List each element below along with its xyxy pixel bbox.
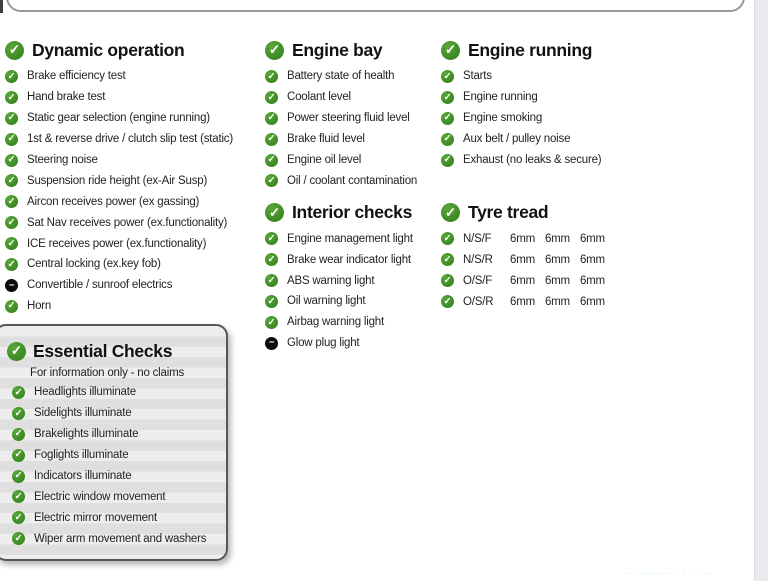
section-header <box>441 198 681 226</box>
check-item-label: Convertible / sunroof electrics <box>27 279 173 292</box>
tread-value: 6mm <box>544 295 570 308</box>
essential-checks-header <box>7 338 226 364</box>
check-icon: ✓ <box>5 133 18 146</box>
check-icon: ✓ <box>441 232 454 245</box>
check-icon: ✓ <box>441 154 454 167</box>
check-icon: ✓ <box>265 133 278 146</box>
check-item <box>5 170 261 191</box>
tread-values <box>510 233 605 245</box>
check-icon: ✓ <box>12 407 25 420</box>
check-item <box>0 424 226 445</box>
check-icon: ✓ <box>265 316 278 329</box>
check-icon: ✓ <box>265 253 278 266</box>
check-item <box>0 486 226 507</box>
check-item <box>265 312 441 333</box>
check-item <box>0 507 226 528</box>
left-edge-mark <box>0 0 3 13</box>
check-item <box>441 87 681 108</box>
check-icon: ✓ <box>441 112 454 125</box>
check-item <box>0 403 226 424</box>
tread-values <box>510 296 605 308</box>
check-icon: ✓ <box>5 195 18 208</box>
tread-value: 6mm <box>544 253 570 266</box>
check-item-label: Central locking (ex.key fob) <box>27 258 161 271</box>
section-items <box>441 228 681 312</box>
check-icon: ✓ <box>12 449 25 462</box>
check-item <box>5 254 261 275</box>
check-item-label: Battery state of health <box>287 70 395 83</box>
check-item-label: Indicators illuminate <box>34 470 132 482</box>
check-icon: ✓ <box>5 300 18 313</box>
check-item <box>5 87 261 108</box>
check-item <box>265 249 441 270</box>
section-header <box>441 36 681 64</box>
check-item-label: Airbag warning light <box>287 316 385 329</box>
tread-value: 6mm <box>579 295 605 308</box>
check-item <box>0 382 226 403</box>
check-icon: ✓ <box>5 41 24 60</box>
tread-value: 6mm <box>510 274 535 287</box>
check-item-label: Brakelights illuminate <box>34 428 139 441</box>
check-item-label: Hand brake test <box>27 91 106 104</box>
tread-value: 6mm <box>544 232 570 245</box>
check-item <box>441 150 681 171</box>
check-item <box>5 275 261 296</box>
essential-checks-panel <box>0 324 228 561</box>
check-icon: ✓ <box>12 428 25 441</box>
illegible-watermark: ··· ········· · ·· ·· <box>623 568 713 578</box>
check-icon: ✓ <box>5 70 18 83</box>
check-icon: ✓ <box>5 258 18 271</box>
check-item-label: Exhaust (no leaks & secure) <box>463 154 602 166</box>
check-item <box>265 150 441 171</box>
check-item <box>441 249 681 270</box>
check-item <box>441 291 681 312</box>
check-item-label: Aircon receives power (ex gassing) <box>27 195 200 208</box>
check-icon: ✓ <box>265 154 278 167</box>
tread-value: 6mm <box>579 253 605 266</box>
check-item-label: Suspension ride height (ex-Air Susp) <box>27 174 208 187</box>
check-icon: ✓ <box>7 342 26 361</box>
check-item-label: N/S/F <box>463 232 492 245</box>
check-icon: ✓ <box>12 386 25 399</box>
minus-icon: − <box>5 279 18 292</box>
check-icon: ✓ <box>265 41 284 60</box>
check-item <box>0 466 226 487</box>
check-icon: ✓ <box>5 237 18 250</box>
check-icon: ✓ <box>5 216 18 229</box>
check-item-label: Aux belt / pulley noise <box>463 133 571 146</box>
check-icon: ✓ <box>265 91 278 104</box>
checklist-column <box>5 36 261 317</box>
check-icon: ✓ <box>441 274 454 287</box>
check-item <box>0 445 226 466</box>
check-icon: ✓ <box>265 274 278 287</box>
check-icon: ✓ <box>265 232 278 245</box>
section-title: Interior checks <box>292 201 412 222</box>
check-item <box>265 129 441 150</box>
check-item-label: Power steering fluid level <box>287 112 410 125</box>
check-item <box>441 129 681 150</box>
check-icon: ✓ <box>5 112 18 125</box>
check-icon: ✓ <box>12 511 25 524</box>
check-item-label: Engine oil level <box>287 154 362 166</box>
tread-value: 6mm <box>510 295 535 308</box>
check-item <box>5 191 261 212</box>
check-item <box>265 270 441 291</box>
check-item <box>5 150 261 171</box>
check-item-label: Static gear selection (engine running) <box>27 112 210 125</box>
check-item-label: Brake wear indicator light <box>287 253 411 266</box>
check-icon: ✓ <box>5 154 18 167</box>
check-item-label: Foglights illuminate <box>34 449 129 462</box>
check-icon: ✓ <box>265 174 278 187</box>
section-title: Dynamic operation <box>32 39 185 60</box>
check-item <box>265 333 441 354</box>
check-item <box>5 233 261 254</box>
check-item-label: Oil / coolant contamination <box>287 174 418 187</box>
section-header <box>5 36 261 64</box>
checklist-section <box>441 36 681 170</box>
check-item-label: Engine running <box>463 91 538 104</box>
section-header <box>265 36 441 64</box>
check-item-label: Horn <box>27 300 52 313</box>
check-item-label: Coolant level <box>287 91 351 104</box>
check-item <box>5 66 261 87</box>
check-item-label: Sidelights illuminate <box>34 407 132 420</box>
check-item-label: N/S/R <box>463 253 493 266</box>
check-icon: ✓ <box>5 91 18 104</box>
check-item-label: Brake efficiency test <box>27 70 126 83</box>
check-item <box>265 66 441 87</box>
check-icon: ✓ <box>265 70 278 83</box>
check-item-label: Headlights illuminate <box>34 386 136 399</box>
section-title: Engine bay <box>292 39 383 60</box>
checklist-section <box>5 36 261 317</box>
check-icon: ✓ <box>441 70 454 83</box>
check-item-label: Engine management light <box>287 232 413 245</box>
check-item <box>441 66 681 87</box>
check-item-label: 1st & reverse drive / clutch slip test (static) <box>27 133 233 146</box>
check-icon: ✓ <box>441 253 454 266</box>
check-item <box>5 108 261 129</box>
check-item <box>5 212 261 233</box>
essential-checks-subtitle: For information only - no claims <box>30 367 185 379</box>
check-icon: ✓ <box>441 41 460 60</box>
tread-value: 6mm <box>579 274 605 287</box>
tread-value: 6mm <box>579 232 605 245</box>
check-item <box>5 129 261 150</box>
section-title: Engine running <box>468 39 593 60</box>
section-items <box>441 66 681 170</box>
checklist-section <box>265 198 441 353</box>
section-title: Tyre tread <box>468 201 549 222</box>
check-item-label: ICE receives power (ex.functionality) <box>27 237 207 250</box>
check-icon: ✓ <box>441 133 454 146</box>
check-icon: ✓ <box>441 203 460 222</box>
check-item <box>265 291 441 312</box>
check-item <box>265 87 441 108</box>
section-items <box>5 66 261 317</box>
tread-value: 6mm <box>510 232 535 245</box>
section-items <box>265 66 441 191</box>
tread-values <box>510 275 605 287</box>
check-icon: ✓ <box>12 470 25 483</box>
check-icon: ✓ <box>5 174 18 187</box>
check-item <box>0 528 226 549</box>
check-item-label: Wiper arm movement and washers <box>34 532 207 545</box>
check-item-label: Sat Nav receives power (ex.functionality) <box>27 216 228 229</box>
tread-values <box>510 254 605 266</box>
check-item-label: Glow plug light <box>287 337 360 350</box>
check-item-label: Electric window movement <box>34 490 166 503</box>
checklist-section <box>441 198 681 312</box>
checklist-column <box>441 36 681 312</box>
check-icon: ✓ <box>265 112 278 125</box>
check-item-label: Oil warning light <box>287 295 366 308</box>
check-item <box>441 228 681 249</box>
check-icon: ✓ <box>265 295 278 308</box>
page-margin-strip <box>754 0 768 581</box>
section-header <box>265 198 441 226</box>
check-item <box>441 270 681 291</box>
check-item-label: Brake fluid level <box>287 133 365 146</box>
section-title: Essential Checks <box>33 340 173 361</box>
check-item-label: Steering noise <box>27 154 98 166</box>
check-item-label: ABS warning light <box>287 274 375 287</box>
check-icon: ✓ <box>265 203 284 222</box>
check-item <box>265 108 441 129</box>
check-item <box>265 228 441 249</box>
check-item-label: Electric mirror movement <box>34 511 157 524</box>
section-items <box>265 228 441 353</box>
check-icon: ✓ <box>12 490 25 503</box>
check-item <box>5 296 261 317</box>
check-icon: ✓ <box>441 295 454 308</box>
check-item-label: Starts <box>463 70 492 83</box>
checklist-section <box>265 36 441 191</box>
check-item <box>441 108 681 129</box>
check-item <box>265 170 441 191</box>
essential-checks-items <box>0 382 226 549</box>
check-icon: ✓ <box>12 532 25 545</box>
tread-value: 6mm <box>510 253 535 266</box>
check-item-label: Engine smoking <box>463 112 543 125</box>
check-icon: ✓ <box>441 91 454 104</box>
top-panel-bottom-edge <box>6 0 745 12</box>
tread-value: 6mm <box>544 274 570 287</box>
minus-icon: − <box>265 337 278 350</box>
check-item-label: O/S/R <box>463 295 494 308</box>
checklist-column <box>265 36 441 354</box>
check-item-label: O/S/F <box>463 274 493 287</box>
